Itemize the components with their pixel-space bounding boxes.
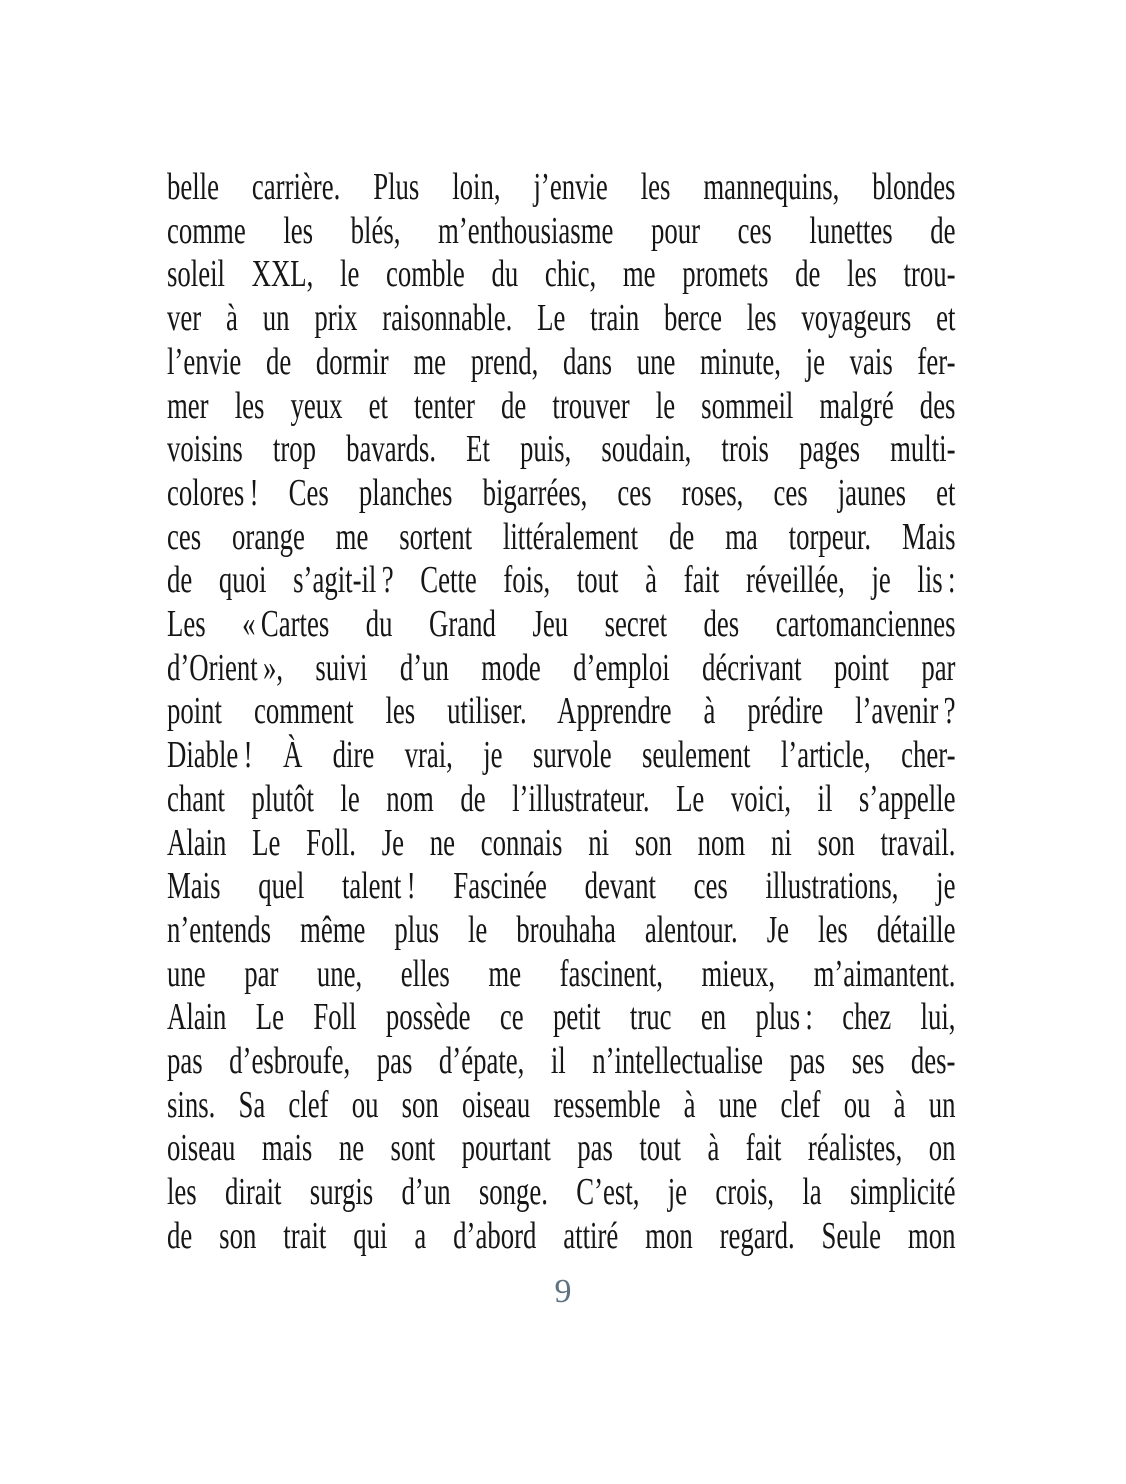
text-line: une par une, elles me fascinent, mieux, m’aimantent. <box>167 952 956 995</box>
text-line: mer les yeux et tenter de trouver le sommeil malgré des <box>167 384 956 427</box>
text-line: chant plutôt le nom de l’illustrateur. Le voici, il s’appelle <box>167 777 956 820</box>
text-line: comme les blés, m’enthousiasme pour ces lunettes de <box>167 209 956 252</box>
text-line: colores ! Ces planches bigarrées, ces roses, ces jaunes et <box>167 471 956 514</box>
text-line: point comment les utiliser. Apprendre à prédire l’avenir ? <box>167 690 956 733</box>
text-line: l’envie de dormir me prend, dans une minute, je vais fer- <box>167 340 956 383</box>
text-line: de quoi s’agit-il ? Cette fois, tout à fait réveillée, je lis : <box>167 559 956 602</box>
text-line: oiseau mais ne sont pourtant pas tout à fait réalistes, on <box>167 1127 956 1170</box>
text-line: Mais quel talent ! Fascinée devant ces illustrations, je <box>167 865 956 908</box>
text-line: pas d’esbroufe, pas d’épate, il n’intellectualise pas ses des- <box>167 1040 956 1083</box>
text-line: ver à un prix raisonnable. Le train berce les voyageurs et <box>167 297 956 340</box>
text-line: soleil XXL, le comble du chic, me promets de les trou- <box>167 253 956 296</box>
text-line: d’Orient », suivi d’un mode d’emploi décrivant point par <box>167 646 956 689</box>
text-line: Diable ! À dire vrai, je survole seulement l’article, cher- <box>167 734 956 777</box>
text-line: Alain Le Foll possède ce petit truc en plus : chez lui, <box>167 996 956 1039</box>
text-line: les dirait surgis d’un songe. C’est, je crois, la simplicité <box>167 1171 956 1214</box>
text-line: de son trait qui a d’abord attiré mon regard. Seule mon <box>167 1214 956 1257</box>
text-line: belle carrière. Plus loin, j’envie les mannequins, blondes <box>167 166 956 208</box>
text-line: sins. Sa clef ou son oiseau ressemble à une clef ou à un <box>167 1083 956 1126</box>
text-line: voisins trop bavards. Et puis, soudain, trois pages multi- <box>167 428 956 471</box>
text-line: Les « Cartes du Grand Jeu secret des cartomanciennes <box>167 603 956 646</box>
page-number: 9 <box>554 1273 572 1310</box>
text-line: ces orange me sortent littéralement de ma torpeur. Mais <box>167 515 956 558</box>
text-line: n’entends même plus le brouhaha alentour. Je les détaille <box>167 908 956 951</box>
body-text-block <box>167 166 955 1259</box>
text-line: Alain Le Foll. Je ne connais ni son nom ni son travail. <box>167 821 956 864</box>
